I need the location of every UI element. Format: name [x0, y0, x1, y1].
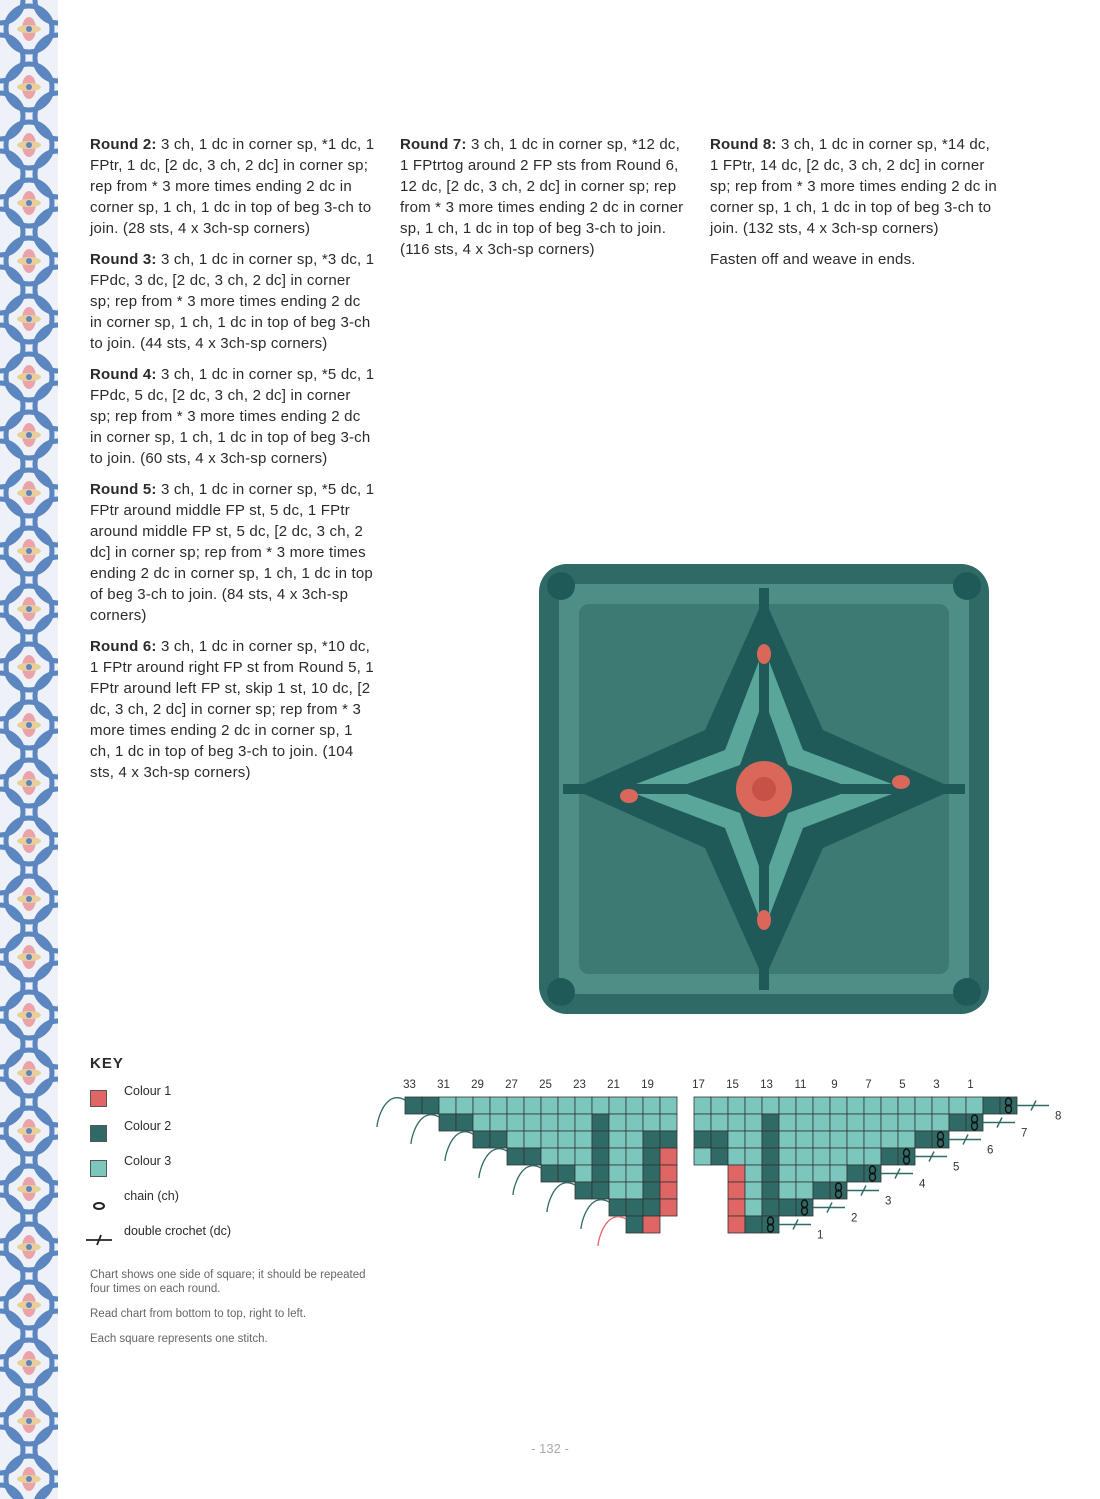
chart-cell	[881, 1097, 898, 1114]
chart-cell	[643, 1199, 660, 1216]
chart-column-number: 21	[607, 1079, 620, 1091]
key-colour-3: Colour 3	[90, 1152, 380, 1187]
turning-chain-symbol	[377, 1098, 405, 1127]
chart-cell	[643, 1097, 660, 1114]
chart-cell	[558, 1165, 575, 1182]
chart-cell	[847, 1114, 864, 1131]
chart-cell	[796, 1182, 813, 1199]
chart-cell	[813, 1131, 830, 1148]
chart-cell	[796, 1131, 813, 1148]
chart-cell	[881, 1114, 898, 1131]
chart-cell	[745, 1182, 762, 1199]
colour-1-swatch	[90, 1090, 107, 1107]
chart-row-number: 5	[953, 1161, 960, 1174]
chart-cell	[796, 1165, 813, 1182]
chart-cell	[575, 1165, 592, 1182]
chart-cell	[745, 1131, 762, 1148]
chart-cell	[507, 1114, 524, 1131]
chart-cell	[660, 1148, 677, 1165]
key-chain: chain (ch)	[90, 1187, 380, 1222]
chart-column-number: 27	[505, 1079, 518, 1091]
chart-cell	[626, 1199, 643, 1216]
chart-cell	[456, 1114, 473, 1131]
chart-cell	[830, 1165, 847, 1182]
chart-cell	[881, 1131, 898, 1148]
chart-cell	[813, 1182, 830, 1199]
chart-cell	[660, 1182, 677, 1199]
chart-cell	[643, 1182, 660, 1199]
chart-column-number: 13	[760, 1079, 773, 1091]
chart-cell	[524, 1131, 541, 1148]
chart-row-number: 7	[1021, 1127, 1028, 1140]
chart-cell	[643, 1114, 660, 1131]
colour-2-swatch	[90, 1125, 107, 1142]
instructions-column-2	[400, 134, 690, 270]
round-5: Round 5: 3 ch, 1 dc in corner sp, *5 dc, 1 FPtr around middle FP st, 5 dc, 1 FPtr around middle FP st, 5 dc, [2 dc, 3 ch, 2 dc] in corner sp; rep from * 3 more times ending 2 dc in corner sp, 1 ch, 1 dc in top of beg 3-ch to join. (84 sts, 4 x 3ch-sp corners)	[90, 481, 375, 624]
chart-cell	[626, 1148, 643, 1165]
chart-cell	[609, 1165, 626, 1182]
chart-cell	[626, 1097, 643, 1114]
chart-cell	[609, 1114, 626, 1131]
chart-cell	[881, 1148, 898, 1165]
chart-cell	[932, 1114, 949, 1131]
chart-column-number: 1	[967, 1079, 974, 1091]
chart-cell	[626, 1114, 643, 1131]
chart-row-number: 1	[817, 1229, 824, 1242]
chart-cell	[592, 1097, 609, 1114]
instructions-column-3	[710, 134, 1000, 280]
chart-column-number: 31	[437, 1079, 450, 1091]
chart-cell	[779, 1131, 796, 1148]
chart-cell	[575, 1148, 592, 1165]
chart-cell	[762, 1182, 779, 1199]
round-3: Round 3: 3 ch, 1 dc in corner sp, *3 dc, 1 FPdc, 3 dc, [2 dc, 3 ch, 2 dc] in corner sp; rep from * 3 more times ending 2 dc in corner sp, 1 ch, 1 dc in top of beg 3-ch to join. (44 sts, 4 x 3ch-sp corners)	[90, 251, 375, 352]
chart-cell	[966, 1097, 983, 1114]
chart-cell	[728, 1148, 745, 1165]
chart-cell	[609, 1199, 626, 1216]
chart-cell	[711, 1097, 728, 1114]
chart-column-number: 29	[471, 1079, 484, 1091]
chart-cell	[949, 1114, 966, 1131]
round-4: Round 4: 3 ch, 1 dc in corner sp, *5 dc, 1 FPdc, 5 dc, [2 dc, 3 ch, 2 dc] in corner sp; rep from * 3 more times ending 2 dc in corner sp, 1 ch, 1 dc in top of beg 3-ch to join. (60 sts, 4 x 3ch-sp corners)	[90, 366, 375, 467]
chart-cell	[728, 1097, 745, 1114]
chart-column-numbers	[403, 1079, 974, 1091]
chart-cell	[847, 1097, 864, 1114]
chart-cell	[490, 1114, 507, 1131]
chart-cell	[541, 1097, 558, 1114]
chart-cell	[711, 1131, 728, 1148]
chart-cell	[558, 1131, 575, 1148]
colour-3-swatch	[90, 1160, 107, 1177]
chart-cell	[915, 1097, 932, 1114]
chart-cell	[949, 1097, 966, 1114]
chart-cell	[490, 1097, 507, 1114]
turning-chain-symbol	[547, 1183, 575, 1212]
chart-cell	[422, 1097, 439, 1114]
chart-cell	[745, 1148, 762, 1165]
chart-key	[90, 1055, 380, 1257]
instructions-column-1	[90, 134, 375, 793]
chart-cell	[643, 1216, 660, 1233]
chart-cell	[694, 1131, 711, 1148]
key-title: KEY	[90, 1055, 124, 1072]
key-colour-1: Colour 1	[90, 1082, 380, 1117]
chart-cell	[830, 1148, 847, 1165]
chart-column-number: 19	[641, 1079, 654, 1091]
chart-cell	[558, 1097, 575, 1114]
chart-cell	[541, 1148, 558, 1165]
crochet-chart	[360, 1070, 1062, 1380]
chart-cell	[643, 1165, 660, 1182]
chart-cell	[813, 1114, 830, 1131]
finish-instruction: Fasten off and weave in ends.	[710, 251, 916, 268]
chart-cell	[490, 1131, 507, 1148]
chart-cell	[660, 1199, 677, 1216]
chart-column-number: 3	[933, 1079, 940, 1091]
chart-cell	[745, 1114, 762, 1131]
chart-cell	[575, 1097, 592, 1114]
note-read-direction: Read chart from bottom to top, right to left.	[90, 1308, 307, 1320]
chart-cell	[507, 1148, 524, 1165]
turning-chain-symbol	[411, 1115, 439, 1144]
chart-cell	[847, 1148, 864, 1165]
chart-cell	[575, 1114, 592, 1131]
chart-cell	[575, 1131, 592, 1148]
chart-column-number: 11	[794, 1079, 807, 1091]
chart-cell	[592, 1165, 609, 1182]
chart-cell	[728, 1114, 745, 1131]
chart-cell	[660, 1114, 677, 1131]
chart-cell	[541, 1165, 558, 1182]
key-double-crochet: double crochet (dc)	[90, 1222, 380, 1257]
chart-cell	[728, 1182, 745, 1199]
chart-cell	[898, 1114, 915, 1131]
chart-column-number: 5	[899, 1079, 906, 1091]
chart-cell	[711, 1148, 728, 1165]
chart-row-number: 2	[851, 1212, 858, 1225]
chart-cell	[745, 1199, 762, 1216]
chart-cell	[762, 1165, 779, 1182]
chart-column-number: 7	[865, 1079, 872, 1091]
chart-cell	[830, 1097, 847, 1114]
chart-row-number: 8	[1055, 1110, 1062, 1123]
chart-cell	[983, 1097, 1000, 1114]
chart-cell	[728, 1199, 745, 1216]
chart-cell	[592, 1114, 609, 1131]
note-repeat: Chart shows one side of square; it should be repeated four times on each round.	[90, 1269, 366, 1295]
chart-cell	[898, 1131, 915, 1148]
chart-cell	[779, 1097, 796, 1114]
chart-cell	[847, 1131, 864, 1148]
chart-cell	[779, 1165, 796, 1182]
chart-cell	[728, 1165, 745, 1182]
chart-cell	[830, 1114, 847, 1131]
chart-cell	[524, 1148, 541, 1165]
key-colour-2: Colour 2	[90, 1117, 380, 1152]
chart-cell	[813, 1165, 830, 1182]
chart-cell	[762, 1097, 779, 1114]
chart-cell	[592, 1182, 609, 1199]
chart-cell	[456, 1097, 473, 1114]
chart-cell	[864, 1097, 881, 1114]
chart-cell	[813, 1148, 830, 1165]
chart-cell	[609, 1097, 626, 1114]
chart-cell	[864, 1131, 881, 1148]
chart-cell	[558, 1148, 575, 1165]
chart-cell	[762, 1199, 779, 1216]
chart-cell	[626, 1131, 643, 1148]
chart-cell	[541, 1131, 558, 1148]
chart-cell	[779, 1199, 796, 1216]
chart-cell	[473, 1114, 490, 1131]
turning-chain-symbol	[479, 1149, 507, 1178]
chart-cell	[473, 1097, 490, 1114]
chart-cell	[592, 1131, 609, 1148]
chart-cell	[507, 1131, 524, 1148]
chart-cell	[915, 1131, 932, 1148]
chart-cell	[609, 1182, 626, 1199]
turning-chain-symbol	[445, 1132, 473, 1161]
chart-cell	[439, 1097, 456, 1114]
chart-cell	[694, 1114, 711, 1131]
chart-cell	[541, 1114, 558, 1131]
chart-cell	[762, 1114, 779, 1131]
chart-cell	[728, 1131, 745, 1148]
chart-cell	[643, 1131, 660, 1148]
chart-cell	[694, 1148, 711, 1165]
chart-cell	[932, 1097, 949, 1114]
round-7: Round 7: 3 ch, 1 dc in corner sp, *12 dc, 1 FPtrtog around 2 FP sts from Round 6, 12 dc, [2 dc, 3 ch, 2 dc] in corner sp; rep from * 3 more times ending 2 dc in corner sp, 1 ch, 1 dc in top of beg 3-ch to join. (116 sts, 4 x 3ch-sp corners)	[400, 136, 684, 258]
chart-cell	[796, 1114, 813, 1131]
chart-cell	[864, 1114, 881, 1131]
chart-row-number: 4	[919, 1178, 926, 1191]
chain-symbol-icon	[86, 1192, 112, 1214]
chart-notes	[90, 1268, 375, 1357]
chart-cell	[779, 1114, 796, 1131]
chart-cell	[915, 1114, 932, 1131]
chart-column-number: 9	[831, 1079, 838, 1091]
chart-cell	[745, 1097, 762, 1114]
chart-row-number: 3	[885, 1195, 892, 1208]
round-2: Round 2: 3 ch, 1 dc in corner sp, *1 dc, 1 FPtr, 1 dc, [2 dc, 3 ch, 2 dc] in corner sp; rep from * 3 more times ending 2 dc in corner sp, 1 ch, 1 dc in top of beg 3-ch to join. (28 sts, 4 x 3ch-sp corners)	[90, 136, 375, 237]
chart-cell	[745, 1165, 762, 1182]
chart-cell	[592, 1148, 609, 1165]
chart-cell	[558, 1114, 575, 1131]
chart-cell	[796, 1148, 813, 1165]
note-stitch: Each square represents one stitch.	[90, 1333, 268, 1345]
chart-cell	[660, 1165, 677, 1182]
double-crochet-symbol-icon	[86, 1227, 112, 1249]
chart-cell	[694, 1097, 711, 1114]
chart-cell	[405, 1097, 422, 1114]
chart-cell	[728, 1216, 745, 1233]
chart-row-number: 6	[987, 1144, 994, 1157]
chart-cell	[711, 1114, 728, 1131]
chart-cell	[524, 1114, 541, 1131]
chart-cell	[609, 1131, 626, 1148]
chart-cell	[660, 1131, 677, 1148]
chart-column-number: 23	[573, 1079, 586, 1091]
chart-column-number: 33	[403, 1079, 416, 1091]
chart-cell	[626, 1182, 643, 1199]
chart-column-number: 25	[539, 1079, 552, 1091]
page-number: - 132 -	[531, 1441, 569, 1456]
chart-cell	[626, 1165, 643, 1182]
chart-cell	[847, 1165, 864, 1182]
chart-cell	[473, 1131, 490, 1148]
chart-column-number: 17	[692, 1079, 705, 1091]
chart-cell	[745, 1216, 762, 1233]
chart-cell	[864, 1148, 881, 1165]
chart-cell	[779, 1148, 796, 1165]
chart-cells	[405, 1097, 1017, 1233]
chart-cell	[898, 1097, 915, 1114]
chart-cell	[439, 1114, 456, 1131]
chart-cell	[830, 1131, 847, 1148]
turning-chain-symbol	[598, 1217, 626, 1246]
chart-cell	[507, 1097, 524, 1114]
chart-cell	[626, 1216, 643, 1233]
chart-cell	[779, 1182, 796, 1199]
chart-cell	[524, 1097, 541, 1114]
chart-cell	[813, 1097, 830, 1114]
chart-cell	[575, 1182, 592, 1199]
turning-chain-symbol	[513, 1166, 541, 1195]
crochet-square-photo	[533, 558, 995, 1020]
chart-column-number: 15	[726, 1079, 739, 1091]
round-8: Round 8: 3 ch, 1 dc in corner sp, *14 dc, 1 FPtr, 14 dc, [2 dc, 3 ch, 2 dc] in corner sp; rep from * 3 more times ending 2 dc in corner sp, 1 ch, 1 dc in top of beg 3-ch to join. (132 sts, 4 x 3ch-sp corners)	[710, 136, 997, 237]
chart-cell	[660, 1097, 677, 1114]
chart-cell	[762, 1148, 779, 1165]
chart-cell	[796, 1097, 813, 1114]
chart-cell	[762, 1131, 779, 1148]
chart-cell	[609, 1148, 626, 1165]
chart-cell	[643, 1148, 660, 1165]
round-6: Round 6: 3 ch, 1 dc in corner sp, *10 dc, 1 FPtr around right FP st from Round 5, 1 FPtr around left FP st, skip 1 st, 10 dc, [2 dc, 3 ch, 2 dc] in corner sp; rep from * 3 more times ending 2 dc in corner sp, 1 ch, 1 dc in top of beg 3-ch to join. (104 sts, 4 x 3ch-sp corners)	[90, 638, 374, 781]
decorative-tile-border	[0, 0, 58, 1499]
